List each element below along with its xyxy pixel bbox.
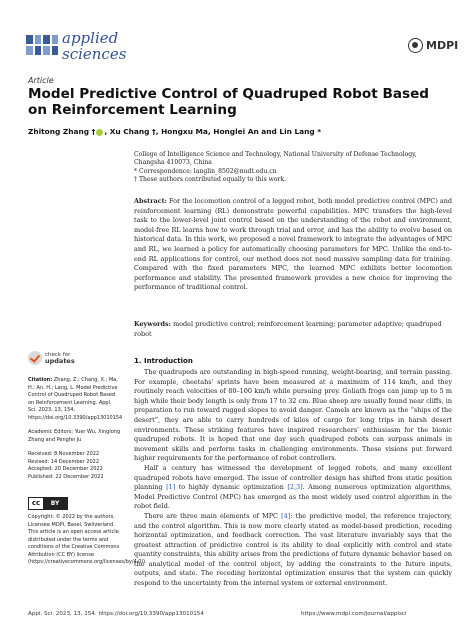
dates-block <box>28 451 122 481</box>
accepted-date: Accepted: 20 December 2022 <box>28 466 103 472</box>
check-updates-line1: check for <box>45 351 71 358</box>
paragraph: The quadrupeds are outstanding in high-speed running, weight-bearing, and terrain passing. For example, cheetahs' sprints have been measured at a maximum of 114 km/h, and they routinely reach velocities of 80–100 km/h while pursuing prey. Goliath frogs can jump up to 5 m high while their body length is only from 17 to 32 cm. Blue sheep are usually found near cliffs, in preparation to run toward rugged slopes to avoid danger. Camels are known as the “ships of the desert”, they are able to carry hundreds of kilos of cargo for long trips in harsh desert environments. These striking features have inspired researchers' enthusiasm for the bionic quadruped robots. It is hoped that one day such quadruped robots can surpass animals in movement skills and perform tasks in challenging environments. These visions put forward higher requirements for the performance of robot controllers. <box>134 368 452 463</box>
section-heading: 1. Introduction <box>134 357 193 365</box>
paragraph-text: : the predictive model, the reference trajectory, and the control algorithm. This is now more clearly stated as model-based prediction, receding horizontal optimization, and feedback correction. The vast literature invariably says that the greatest attraction of predictive control is its ability to deal explicitly with control and state quantity constraints, this ability arises from the predictions of future dynamic behavior based on the analytical model of the control object, by adding the constraints to the future inputs, outputs, and state. The receding horizontal optimization ensures that the system can quickly respond to the uncertainty from the internal system or external environment. <box>134 511 452 588</box>
check-for-updates-button[interactable] <box>28 351 75 365</box>
paragraph-text: to highly dynamic optimization <box>175 483 288 492</box>
abstract <box>134 197 452 293</box>
keywords-label: Keywords: <box>134 320 172 328</box>
check-updates-label <box>45 352 75 365</box>
author-first: Zhitong Zhang † <box>28 127 96 136</box>
citation-link[interactable]: [1] <box>166 483 176 492</box>
copyright-license: Copyright: © 2022 by the authors. Licensee MDPI, Basel, Switzerland. This article is an open access article distributed under the terms and conditions of the Creative Commons Attribution (CC BY) license (https://creativecommons.org/licenses/by/4.0/). <box>28 514 147 565</box>
article-type: Article <box>28 76 54 85</box>
paragraph-text: There are three main elements of MPC <box>144 511 282 520</box>
orcid-icon[interactable] <box>96 129 103 136</box>
editors-text: Yuer Wu, Xinglong Zhang and Pengfei Ju <box>28 429 121 443</box>
footer-citation[interactable]: Appl. Sci. 2023, 13, 154. https://doi.org/10.3390/app13010154 <box>28 611 204 617</box>
abstract-text: For the locomotion control of a legged robot, both model predictive control (MPC) and reinforcement learning (RL) demonstrate powerful capabilities. MPC transfers the high-level task to the lower-level joint control based on the understanding of the robot and environment, model-free RL learns how to work through trial and error, and has the ability to evolve based on historical data. In this work, we proposed a novel framework to integrate the advantages of MPC and RL, we learned a policy for automatically choosing parameters for MPC. Unlike the end-to-end RL applications for control, our method does not need massive sampling data for training. Compared with the fixed parameters MPC, the learned MPC exhibits better locomotion performance and stability. The presented framework provides a new choice for improving the performance of traditional control. <box>134 197 452 292</box>
keywords-text: model predictive control; reinforcement learning; parameter adaptive; quadruped robot <box>134 320 442 338</box>
paper-title: Model Predictive Control of Quadruped Robot Based on Reinforcement Learning <box>28 86 430 118</box>
footer-journal-link[interactable]: https://www.mdpi.com/journal/applsci <box>301 611 407 617</box>
published-date: Published: 22 December 2022 <box>28 473 104 480</box>
journal-name <box>62 30 126 62</box>
sidebar-info <box>28 377 122 488</box>
affiliations <box>134 151 454 184</box>
by-icon: BY <box>43 498 67 509</box>
editors-block <box>28 429 122 444</box>
paragraph <box>134 512 452 589</box>
affiliation-line: College of Intelligence Science and Technology, National University of Defense Technology, <box>134 151 417 158</box>
citation-link[interactable]: [2,3] <box>287 483 303 492</box>
keywords <box>134 320 452 339</box>
citation-block <box>28 377 122 422</box>
correspondence-line[interactable]: * Correspondence: langlin_8502@nudt.edu.cn <box>134 167 277 175</box>
mdpi-icon <box>408 38 423 53</box>
received-date: Received: 8 November 2022 <box>28 451 100 457</box>
paragraph-text: Half a century has witnessed the development of legged robots, and many excellent quadruped robots have emerged. The issue of controller design has shifted from static position planning <box>134 463 452 492</box>
affiliation-line: Changsha 410073, China <box>134 159 212 167</box>
check-updates-icon <box>28 351 42 365</box>
citation-link[interactable]: [4] <box>281 511 291 520</box>
citation-text[interactable]: Zhang, Z.; Chang, X.; Ma, H.; An, H.; Lang, L. Model Predictive Control of Quadruped Robot Based on Reinforcement Learning. Appl. Sci. 2023, 13, 154. https://doi.org/10.3390/app13010154 <box>28 377 123 421</box>
paragraph-text: . Among numerous optimization algorithms, Model Predictive Control (MPC) has emerged as the most widely used control algorithm in the robot field. <box>134 483 453 511</box>
editors-label: Academic Editors: <box>28 429 74 435</box>
check-updates-line2: updates <box>45 356 75 365</box>
equal-contribution-note: † These authors contributed equally to this work. <box>134 175 287 183</box>
introduction-body <box>134 368 452 589</box>
publisher-logo <box>408 38 458 53</box>
cc-by-license-icon[interactable] <box>28 497 68 510</box>
paragraph <box>134 464 452 512</box>
journal-logo-icon <box>26 35 58 55</box>
journal-name-line2: sciences <box>62 45 127 63</box>
abstract-label: Abstract: <box>134 197 167 205</box>
publisher-name: MDPI <box>426 39 459 52</box>
revised-date: Revised: 14 December 2022 <box>28 458 99 465</box>
cc-icon: cc <box>29 498 43 509</box>
citation-label: Citation: <box>28 377 53 383</box>
author-list <box>28 127 321 136</box>
journal-name-line1: applied <box>62 29 119 47</box>
author-rest: , Xu Chang †, Hongxu Ma, Honglei An and Lin Lang * <box>104 127 322 136</box>
